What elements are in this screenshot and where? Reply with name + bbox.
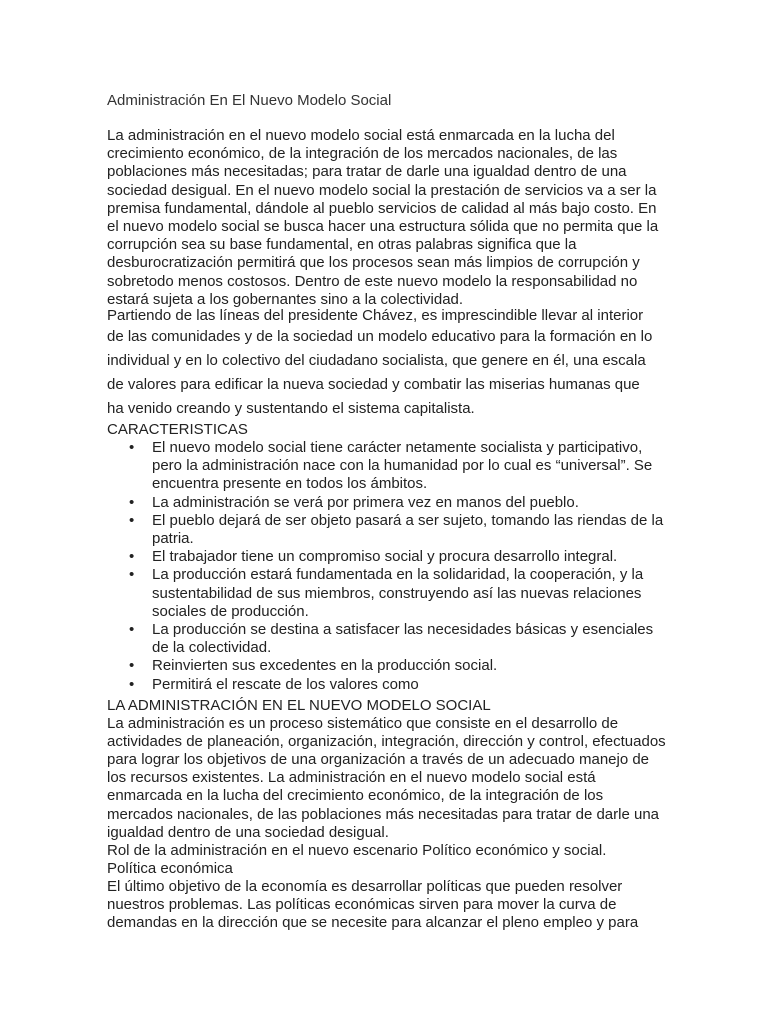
list-item-text: El trabajador tiene un compromiso social y procura desarrollo integral.	[152, 548, 618, 566]
list-item	[107, 439, 667, 494]
list-item	[107, 676, 667, 694]
list-item-text: La producción se destina a satisfacer las necesidades básicas y esenciales de la colectividad.	[152, 621, 654, 657]
bullet-icon: •	[129, 675, 135, 693]
politica-paragraph: El último objetivo de la economía es desarrollar políticas que pueden resolver nuestros problemas. Las políticas económicas sirven para mover la curva de demandas en la dirección que se necesite para alcanzar el pleno empleo y para	[107, 877, 639, 932]
bullet-icon: •	[129, 439, 135, 456]
list-item	[107, 494, 667, 512]
section-administracion	[107, 697, 667, 932]
list-item	[107, 512, 667, 548]
rol-line: Rol de la administración en el nuevo escenario Político económico y social.	[107, 841, 607, 859]
list-item	[107, 621, 667, 657]
list-item-text: Reinvierten sus excedentes en la producción social.	[152, 657, 498, 675]
list-item	[107, 548, 667, 566]
partiendo-line: individual y en lo colectivo del ciudadano socialista, que genere en él, una escala	[107, 352, 646, 369]
list-item	[107, 657, 667, 675]
list-item	[107, 566, 667, 621]
section-paragraph: La administración es un proceso sistemático que consiste en el desarrollo de actividades de planeación, organización, integración, dirección y control, efectuados para lograr los objetivos de una organización a través de un adecuado manejo de los recursos existentes. La administración en el nuevo modelo social está enmarcada en la lucha del crecimiento económico, de la integración de los mercados nacionales, de las poblaciones más necesitadas para tratar de darle una igualdad dentro de una sociedad desigual.	[107, 715, 666, 841]
section-heading: LA ADMINISTRACIÓN EN EL NUEVO MODELO SOCIAL	[107, 697, 491, 714]
list-item-text: La producción estará fundamentada en la solidaridad, la cooperación, y la sustentabilidad de sus miembros, construyendo así las nuevas relaciones sociales de producción.	[152, 566, 644, 620]
document-title: Administración En El Nuevo Modelo Social	[107, 92, 392, 109]
partiendo-line: de las comunidades y de la sociedad un modelo educativo para la formación en lo	[107, 328, 653, 345]
caracteristicas-heading: CARACTERISTICAS	[107, 421, 248, 438]
caracteristicas-list	[107, 439, 667, 694]
partiendo-first-line: Partiendo de las líneas del presidente Chávez, es imprescindible llevar al interior	[107, 307, 644, 324]
list-item-text: Permitirá el rescate de los valores como	[152, 675, 419, 693]
bullet-icon: •	[129, 511, 135, 529]
intro-paragraph: La administración en el nuevo modelo social está enmarcada en la lucha del crecimiento económico, de la integración de los mercados nacionales, de las poblaciones más necesitadas; para tratar de darle una igualdad dentro de una sociedad desigual. En el nuevo modelo social la prestación de servicios va a ser la premisa fundamental, dándole al pueblo servicios de calidad al más bajo costo. En el nuevo modelo social se busca hacer una estructura sólida que no permita que la corrupción sea su base fundamental, en otras palabras significa que la desburocratización permitirá que los procesos sean más limpios de corrupción y sobretodo menos costosos. Dentro de este nuevo modelo la responsabilidad no estará sujeta a los gobernantes sino a la colectividad.	[107, 127, 659, 308]
partiendo-paragraph	[107, 307, 667, 421]
partiendo-line: de valores para edificar la nueva sociedad y combatir las miserias humanas que	[107, 376, 640, 393]
bullet-icon: •	[129, 621, 135, 639]
bullet-icon: •	[129, 493, 135, 511]
bullet-icon: •	[129, 548, 135, 566]
list-item-text: El pueblo dejará de ser objeto pasará a ser sujeto, tomando las riendas de la patria.	[152, 511, 664, 548]
bullet-icon: •	[129, 657, 135, 675]
list-item-text: La administración se verá por primera vez en manos del pueblo.	[152, 493, 579, 511]
partiendo-line: ha venido creando y sustentando el sistema capitalista.	[107, 400, 475, 417]
list-item-text: El nuevo modelo social tiene carácter netamente socialista y participativo, pero la administración nace con la humanidad por lo cual es “universal”. Se encuentra presente en todos los ámbitos.	[152, 439, 653, 493]
bullet-icon: •	[129, 566, 135, 584]
politica-heading: Política económica	[107, 859, 233, 877]
